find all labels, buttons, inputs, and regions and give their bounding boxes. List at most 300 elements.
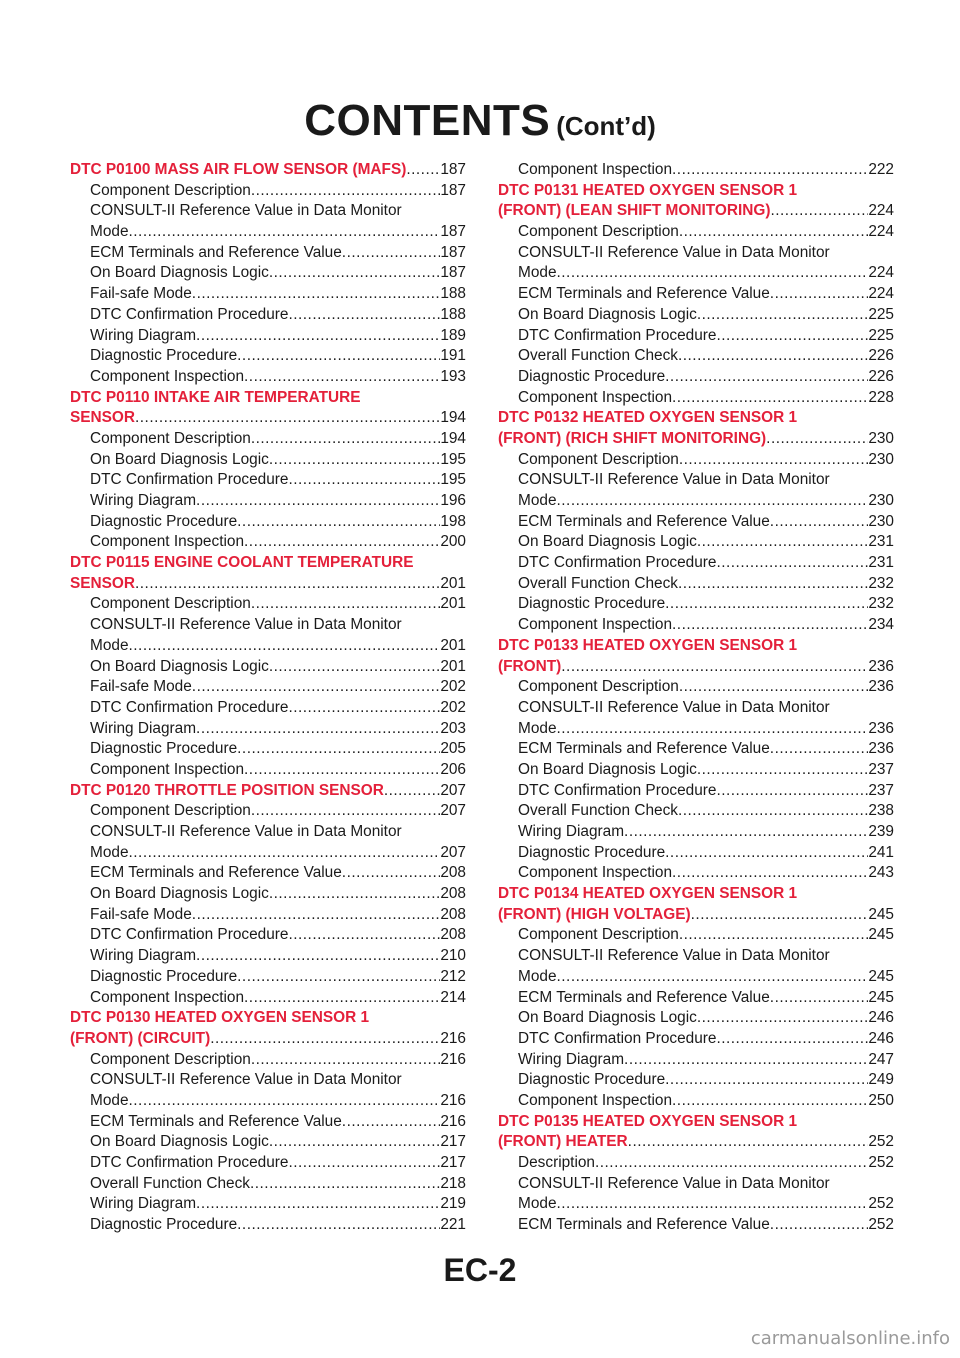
toc-entry[interactable] — [498, 843, 894, 864]
toc-entry-title: On Board Diagnosis Logic — [90, 264, 269, 282]
toc-entry[interactable] — [498, 160, 894, 181]
toc-entry-title: Component Inspection — [90, 367, 245, 385]
toc-page-number: 195 — [440, 450, 466, 468]
dot-leader — [192, 677, 441, 698]
toc-page-number: 212 — [440, 967, 466, 985]
toc-section-heading[interactable] — [70, 388, 466, 409]
toc-entry[interactable] — [70, 843, 466, 864]
toc-entry-title: Wiring Diagram — [90, 719, 197, 737]
toc-entry[interactable] — [70, 1174, 466, 1195]
dot-leader — [561, 657, 868, 678]
toc-entry-title: Component Description — [518, 926, 679, 944]
toc-entry[interactable] — [70, 429, 466, 450]
toc-page-number: 216 — [440, 1091, 466, 1109]
toc-page-number: 245 — [868, 988, 894, 1006]
toc-right-column — [498, 160, 894, 1236]
toc-entry[interactable] — [70, 946, 466, 967]
toc-section-heading[interactable] — [498, 1112, 894, 1133]
toc-entry-title: ECM Terminals and Reference Value — [90, 1112, 342, 1130]
page-title — [0, 96, 960, 146]
toc-entry[interactable] — [70, 326, 466, 347]
toc-entry-title: DTC Confirmation Procedure — [90, 1154, 289, 1171]
toc-entry-title: DTC Confirmation Procedure — [518, 781, 717, 799]
toc-entry[interactable] — [498, 512, 894, 533]
toc-section-heading[interactable] — [498, 1132, 894, 1153]
dot-leader — [288, 470, 440, 491]
toc-entry-title: CONSULT-II Reference Value in Data Monitor — [518, 243, 830, 261]
toc-entry[interactable] — [498, 781, 894, 802]
toc-entry[interactable] — [498, 739, 894, 760]
toc-entry[interactable] — [70, 594, 466, 615]
toc-entry-title: DTC P0132 HEATED OXYGEN SENSOR 1 — [498, 409, 798, 427]
toc-entry-title: Component Inspection — [518, 161, 673, 178]
toc-page-number: 206 — [440, 760, 466, 778]
toc-entry[interactable] — [70, 450, 466, 471]
toc-entry-title: Wiring Diagram — [90, 1195, 197, 1213]
toc-entry[interactable] — [498, 1194, 894, 1215]
dot-leader — [244, 760, 440, 781]
toc-page-number: 194 — [440, 429, 466, 447]
toc-page-number: 210 — [440, 947, 466, 965]
toc-entry[interactable] — [70, 305, 466, 326]
toc-entry-title: DTC Confirmation Procedure — [518, 554, 717, 572]
toc-page-number: 195 — [440, 471, 466, 489]
toc-entry[interactable] — [70, 615, 466, 636]
toc-entry[interactable] — [498, 925, 894, 946]
dot-leader — [196, 719, 440, 740]
toc-entry[interactable] — [70, 346, 466, 367]
dot-leader — [672, 615, 868, 636]
toc-page-number: 247 — [868, 1050, 894, 1068]
dot-leader — [770, 512, 869, 533]
dot-leader — [269, 1132, 441, 1153]
dot-leader — [237, 967, 440, 988]
toc-entry-title: DTC P0120 THROTTLE POSITION SENSOR — [70, 781, 384, 799]
toc-page-number: 207 — [440, 781, 466, 799]
toc-entry-title: CONSULT-II Reference Value in Data Monitor — [90, 616, 402, 634]
toc-entry-title: CONSULT-II Reference Value in Data Monitor — [90, 1071, 402, 1089]
toc-page-number: 228 — [868, 388, 894, 406]
toc-entry-title: Mode — [90, 843, 129, 861]
toc-entry-title: Wiring Diagram — [518, 823, 625, 840]
toc-page-number: 236 — [868, 719, 894, 737]
toc-entry-title: Component Description — [90, 1050, 251, 1068]
toc-entry[interactable] — [498, 1153, 894, 1174]
toc-entry[interactable] — [498, 470, 894, 491]
toc-page-number: 252 — [868, 1195, 894, 1213]
toc-page-number: 188 — [440, 285, 466, 303]
toc-page-number: 196 — [440, 492, 466, 509]
toc-entry[interactable] — [498, 284, 894, 305]
toc-section-heading[interactable] — [498, 884, 894, 905]
toc-page-number: 201 — [440, 595, 466, 613]
toc-page-number: 188 — [440, 305, 466, 323]
toc-section-heading[interactable] — [498, 657, 894, 678]
dot-leader — [770, 1215, 869, 1236]
dot-leader — [288, 925, 440, 946]
toc-entry[interactable] — [498, 863, 894, 884]
toc-entry[interactable] — [498, 594, 894, 615]
toc-entry[interactable] — [498, 222, 894, 243]
toc-entry[interactable] — [70, 967, 466, 988]
toc-entry[interactable] — [498, 1050, 894, 1071]
toc-entry-title: Diagnostic Procedure — [90, 1216, 238, 1234]
toc-entry[interactable] — [498, 760, 894, 781]
toc-entry[interactable] — [70, 1112, 466, 1133]
toc-entry[interactable] — [70, 801, 466, 822]
toc-entry[interactable] — [498, 574, 894, 595]
toc-page-number: 187 — [440, 243, 466, 261]
dot-leader — [251, 181, 440, 202]
dot-leader — [129, 222, 441, 243]
dot-leader — [628, 1132, 869, 1153]
toc-entry-title: CONSULT-II Reference Value in Data Monitor — [90, 202, 402, 220]
dot-leader — [770, 988, 869, 1009]
toc-entry-title: Component Description — [90, 429, 251, 447]
dot-leader — [672, 863, 868, 884]
toc-entry-title: DTC Confirmation Procedure — [518, 326, 717, 344]
dot-leader — [342, 243, 441, 264]
dot-leader — [196, 1194, 440, 1215]
toc-entry[interactable] — [70, 222, 466, 243]
toc-entry[interactable] — [70, 1132, 466, 1153]
toc-entry[interactable] — [70, 1050, 466, 1071]
dot-leader — [135, 574, 440, 595]
toc-section-heading[interactable] — [498, 636, 894, 657]
dot-leader — [406, 160, 440, 181]
toc-entry[interactable] — [498, 1215, 894, 1236]
page-number: EC-2 — [443, 1252, 517, 1288]
toc-entry-title: DTC P0134 HEATED OXYGEN SENSOR 1 — [498, 885, 798, 903]
toc-section-heading[interactable] — [70, 781, 466, 802]
toc-entry[interactable] — [498, 801, 894, 822]
toc-page-number: 249 — [868, 1071, 894, 1089]
toc-page-number: 232 — [868, 595, 894, 613]
toc-page-number: 224 — [868, 285, 894, 303]
toc-entry[interactable] — [498, 967, 894, 988]
toc-entry[interactable] — [498, 1029, 894, 1050]
toc-page-number: 230 — [868, 492, 894, 509]
dot-leader — [697, 1008, 869, 1029]
toc-entry-title: Mode — [518, 264, 557, 282]
toc-entry[interactable] — [498, 1091, 894, 1112]
dot-leader — [770, 201, 868, 222]
toc-entry[interactable] — [498, 305, 894, 326]
dot-leader — [244, 367, 440, 388]
toc-entry-title: Diagnostic Procedure — [518, 1071, 666, 1089]
toc-entry-title: Component Inspection — [518, 388, 673, 406]
contents-subtitle: (Cont’d) — [556, 111, 656, 141]
toc-entry[interactable] — [498, 1008, 894, 1029]
toc-entry[interactable] — [498, 719, 894, 740]
toc-entry-title: (FRONT) (HIGH VOLTAGE) — [498, 905, 691, 923]
toc-page-number: 230 — [868, 512, 894, 530]
toc-page-number: 187 — [440, 223, 466, 241]
toc-entry[interactable] — [70, 822, 466, 843]
toc-entry-title: Component Description — [90, 181, 251, 199]
dot-leader — [210, 1029, 440, 1050]
toc-entry-title: On Board Diagnosis Logic — [518, 533, 697, 551]
toc-page-number: 216 — [440, 1029, 466, 1047]
toc-entry-title: Component Inspection — [90, 533, 245, 551]
toc-entry[interactable] — [70, 470, 466, 491]
dot-leader — [770, 284, 869, 305]
toc-entry-title: Overall Function Check — [518, 574, 678, 592]
toc-entry[interactable] — [498, 388, 894, 409]
dot-leader — [679, 450, 868, 471]
toc-entry[interactable] — [70, 1194, 466, 1215]
toc-entry[interactable] — [498, 553, 894, 574]
toc-entry-title: On Board Diagnosis Logic — [90, 450, 269, 468]
toc-page-number: 216 — [440, 1112, 466, 1130]
toc-entry[interactable] — [498, 263, 894, 284]
dot-leader — [244, 532, 440, 553]
toc-page-number: 216 — [440, 1050, 466, 1068]
toc-entry-title: DTC P0131 HEATED OXYGEN SENSOR 1 — [498, 181, 798, 199]
toc-entry[interactable] — [70, 201, 466, 222]
toc-entry-title: DTC P0115 ENGINE COOLANT TEMPERATURE — [70, 554, 414, 572]
toc-entry-title: SENSOR — [70, 574, 135, 592]
toc-entry[interactable] — [70, 739, 466, 760]
dot-leader — [196, 946, 440, 967]
toc-page-number: 207 — [440, 802, 466, 820]
toc-page-number: 187 — [440, 264, 466, 282]
toc-page-number: 252 — [868, 1216, 894, 1234]
toc-page-number: 208 — [440, 864, 466, 882]
toc-section-heading[interactable] — [70, 1029, 466, 1050]
dot-leader — [237, 739, 440, 760]
toc-entry-title: Mode — [90, 1091, 129, 1109]
toc-entry[interactable] — [70, 1070, 466, 1091]
toc-entry[interactable] — [70, 512, 466, 533]
dot-leader — [196, 326, 440, 347]
toc-entry[interactable] — [70, 181, 466, 202]
dot-leader — [624, 1050, 868, 1071]
toc-entry[interactable] — [70, 863, 466, 884]
toc-page-number: 239 — [868, 823, 894, 840]
toc-section-heading[interactable] — [70, 160, 466, 181]
toc-entry[interactable] — [498, 822, 894, 843]
dot-leader — [672, 388, 868, 409]
toc-page-number: 252 — [868, 1133, 894, 1151]
toc-page-number: 198 — [440, 512, 466, 530]
toc-page-number: 237 — [868, 760, 894, 778]
toc-section-heading[interactable] — [70, 553, 466, 574]
toc-entry-title: Component Description — [90, 595, 251, 613]
toc-entry-title: Wiring Diagram — [518, 1050, 625, 1068]
dot-leader — [691, 905, 869, 926]
dot-leader — [250, 1174, 440, 1195]
toc-page-number: 241 — [868, 843, 894, 861]
toc-entry-title: Component Inspection — [518, 864, 673, 882]
dot-leader — [244, 988, 440, 1009]
toc-entry-title: Diagnostic Procedure — [518, 595, 666, 613]
toc-section-heading[interactable] — [70, 1008, 466, 1029]
toc-page-number: 224 — [868, 264, 894, 282]
toc-page-number: 194 — [440, 409, 466, 427]
toc-entry[interactable] — [70, 263, 466, 284]
toc-entry-title: Component Description — [518, 678, 679, 696]
toc-entry-title: Wiring Diagram — [90, 947, 197, 965]
toc-page-number: 231 — [868, 533, 894, 551]
toc-page-number: 224 — [868, 202, 894, 220]
toc-entry[interactable] — [70, 1091, 466, 1112]
toc-section-heading[interactable] — [498, 429, 894, 450]
toc-entry-title: Component Description — [518, 223, 679, 241]
toc-entry[interactable] — [70, 1215, 466, 1236]
dot-leader — [665, 1070, 868, 1091]
toc-entry[interactable] — [70, 1153, 466, 1174]
toc-page-number: 217 — [440, 1133, 466, 1151]
toc-entry-title: Component Inspection — [518, 616, 673, 634]
dot-leader — [770, 739, 869, 760]
toc-entry[interactable] — [70, 925, 466, 946]
toc-entry[interactable] — [498, 450, 894, 471]
toc-entry[interactable] — [70, 367, 466, 388]
toc-entry[interactable] — [498, 988, 894, 1009]
toc-section-heading[interactable] — [498, 181, 894, 202]
toc-entry-title: Mode — [90, 636, 129, 654]
toc-entry[interactable] — [70, 657, 466, 678]
toc-entry[interactable] — [70, 284, 466, 305]
dot-leader — [129, 1091, 441, 1112]
toc-entry-title: DTC P0110 INTAKE AIR TEMPERATURE — [70, 388, 361, 406]
toc-page-number: 236 — [868, 678, 894, 696]
toc-entry[interactable] — [498, 615, 894, 636]
toc-section-heading[interactable] — [498, 201, 894, 222]
watermark-text: carmanualsonline.info — [750, 1328, 950, 1349]
toc-page-number: 189 — [440, 326, 466, 344]
toc-entry-title: Mode — [518, 967, 557, 985]
toc-page-number: 250 — [868, 1091, 894, 1109]
toc-entry[interactable] — [70, 491, 466, 512]
toc-page-number: 246 — [868, 1029, 894, 1047]
dot-leader — [129, 843, 441, 864]
toc-entry-title: (FRONT) (CIRCUIT) — [70, 1029, 211, 1047]
toc-entry-title: DTC Confirmation Procedure — [518, 1029, 717, 1047]
toc-entry[interactable] — [70, 905, 466, 926]
toc-entry[interactable] — [70, 719, 466, 740]
toc-page-number: 236 — [868, 657, 894, 675]
toc-entry-title: (FRONT) (LEAN SHIFT MONITORING) — [498, 202, 771, 220]
toc-entry-title: DTC P0133 HEATED OXYGEN SENSOR 1 — [498, 636, 798, 654]
dot-leader — [237, 1215, 440, 1236]
toc-entry-title: Overall Function Check — [518, 802, 678, 820]
toc-entry[interactable] — [70, 677, 466, 698]
toc-page-number: 226 — [868, 367, 894, 385]
dot-leader — [251, 1050, 440, 1071]
toc-entry[interactable] — [70, 988, 466, 1009]
toc-entry[interactable] — [70, 884, 466, 905]
toc-entry-title: Diagnostic Procedure — [518, 367, 666, 385]
toc-page-number: 201 — [440, 657, 466, 675]
dot-leader — [672, 1091, 868, 1112]
toc-page-number: 191 — [440, 347, 466, 365]
dot-leader — [557, 263, 869, 284]
dot-leader — [135, 408, 440, 429]
toc-entry[interactable] — [498, 491, 894, 512]
toc-page-number: 221 — [440, 1216, 466, 1234]
toc-entry[interactable] — [70, 698, 466, 719]
dot-leader — [269, 450, 441, 471]
dot-leader — [251, 801, 440, 822]
toc-page-number: 208 — [440, 885, 466, 903]
toc-entry[interactable] — [498, 946, 894, 967]
dot-leader — [269, 263, 441, 284]
dot-leader — [196, 491, 440, 512]
toc-entry-title: Fail-safe Mode — [90, 285, 192, 303]
toc-page-number: 225 — [868, 326, 894, 344]
toc-entry-title: Mode — [518, 719, 557, 737]
toc-entry[interactable] — [70, 636, 466, 657]
toc-page-number: 202 — [440, 678, 466, 696]
toc-page-number: 230 — [868, 429, 894, 447]
toc-entry-title: DTC P0100 MASS AIR FLOW SENSOR (MAFS) — [70, 161, 407, 178]
toc-entry[interactable] — [498, 1174, 894, 1195]
toc-section-heading[interactable] — [70, 408, 466, 429]
toc-entry-title: ECM Terminals and Reference Value — [90, 243, 342, 261]
toc-entry[interactable] — [70, 760, 466, 781]
toc-entry[interactable] — [498, 243, 894, 264]
toc-entry-title: Component Inspection — [90, 988, 245, 1006]
toc-entry-title: Component Inspection — [90, 760, 245, 778]
toc-entry-title: Component Description — [518, 450, 679, 468]
toc-page-number: 208 — [440, 926, 466, 944]
toc-page-number: 217 — [440, 1154, 466, 1171]
dot-leader — [665, 843, 868, 864]
toc-entry-title: Fail-safe Mode — [90, 905, 192, 923]
dot-leader — [766, 429, 868, 450]
toc-page-number: 201 — [440, 574, 466, 592]
toc-page-number: 222 — [868, 161, 894, 178]
dot-leader — [237, 512, 440, 533]
toc-entry-title: On Board Diagnosis Logic — [90, 885, 269, 903]
toc-entry[interactable] — [498, 698, 894, 719]
toc-page-number: 193 — [440, 367, 466, 385]
dot-leader — [716, 326, 868, 347]
toc-entry-title: On Board Diagnosis Logic — [90, 1133, 269, 1151]
toc-entry[interactable] — [70, 243, 466, 264]
toc-page-number: 226 — [868, 347, 894, 365]
dot-leader — [716, 553, 868, 574]
toc-page-number: 207 — [440, 843, 466, 861]
toc-entry-title: DTC P0130 HEATED OXYGEN SENSOR 1 — [70, 1009, 370, 1027]
toc-entry[interactable] — [498, 677, 894, 698]
toc-section-heading[interactable] — [498, 408, 894, 429]
toc-entry[interactable] — [498, 532, 894, 553]
toc-page-number: 225 — [868, 305, 894, 323]
dot-leader — [678, 574, 868, 595]
toc-entry-title: Overall Function Check — [518, 347, 678, 365]
toc-section-heading[interactable] — [70, 574, 466, 595]
toc-entry[interactable] — [70, 532, 466, 553]
toc-section-heading[interactable] — [498, 905, 894, 926]
dot-leader — [697, 305, 869, 326]
toc-entry-title: CONSULT-II Reference Value in Data Monitor — [518, 1174, 830, 1192]
toc-entry-title: Mode — [518, 492, 557, 509]
toc-page-number: 200 — [440, 533, 466, 551]
dot-leader — [269, 657, 441, 678]
toc-entry[interactable] — [498, 326, 894, 347]
toc-entry[interactable] — [498, 1070, 894, 1091]
toc-page-number: 219 — [440, 1195, 466, 1213]
dot-leader — [342, 1112, 441, 1133]
toc-entry-title: ECM Terminals and Reference Value — [518, 740, 770, 758]
toc-entry[interactable] — [498, 346, 894, 367]
toc-entry-title: Diagnostic Procedure — [90, 967, 238, 985]
toc-page-number: 205 — [440, 740, 466, 758]
toc-entry[interactable] — [498, 367, 894, 388]
